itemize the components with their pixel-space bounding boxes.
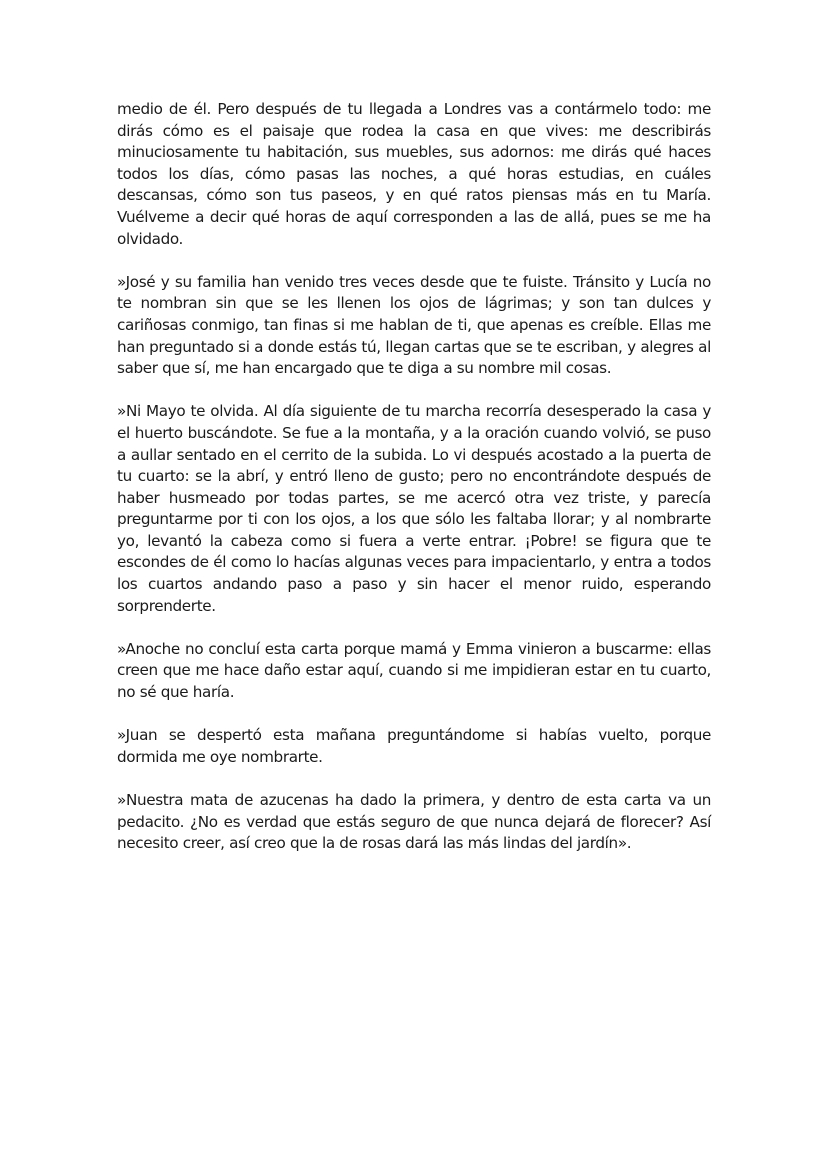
document-page [117, 99, 711, 876]
paragraph-letter-continuation: medio de él. Pero después de tu llegada a Londres vas a contármelo todo: me dirás cómo es el paisaje que rodea la casa en que vives: me describirás minuciosamente tu habitación, sus muebles, sus adornos: me dirás qué haces todos los días, cómo pasas las noches, a qué horas estudias, en cuáles descansas, cómo son tus paseos, y en qué ratos piensas más en tu María. Vuélveme a decir qué horas de aquí corresponden a las de allá, pues se me ha olvidado. [117, 100, 711, 248]
paragraph-anoche: »Anoche no concluí esta carta porque mamá y Emma vinieron a buscarme: ellas creen que me hace daño estar aquí, cuando si me impidieran estar en tu cuarto, no sé que haría. [117, 639, 711, 702]
paragraph-juan: »Juan se despertó esta mañana preguntándome si habías vuelto, porque dormida me oye nombrarte. [117, 726, 711, 766]
paragraph-jose-family: »José y su familia han venido tres veces desde que te fuiste. Tránsito y Lucía no te nombran sin que se les llenen los ojos de lágrimas; y son tan dulces y cariñosas conmigo, tan finas si me hablan de ti, que apenas es creíble. Ellas me han preguntado si a donde estás tú, llegan cartas que se te escriban, y alegres al saber que sí, me han encargado que te diga a su nombre mil cosas. [117, 272, 711, 378]
paragraph-azucenas: »Nuestra mata de azucenas ha dado la primera, y dentro de esta carta va un pedacito. ¿No es verdad que estás seguro de que nunca dejará de florecer? Así necesito creer, así creo que la de rosas dará las más lindas del jardín». [117, 791, 711, 853]
paragraph-mayo: »Ni Mayo te olvida. Al día siguiente de tu marcha recorría desesperado la casa y el huerto buscándote. Se fue a la montaña, y a la oración cuando volvió, se puso a aullar sentado en el cerrito de la subida. Lo vi después acostado a la puerta de tu cuarto: se la abrí, y entró lleno de gusto; pero no encontrándote después de haber husmeado por todas partes, se me acercó otra vez triste, y parecía preguntarme por ti con los ojos, a los que sólo les faltaba llorar; y al nombrarte yo, levantó la cabeza como si fuera a verte entrar. ¡Pobre! se figura que te escondes de él como lo hacías algunas veces para impacientarlo, y entra a todos los cuartos andando paso a paso y sin hacer el menor ruido, esperando sorprenderte. [117, 402, 711, 615]
